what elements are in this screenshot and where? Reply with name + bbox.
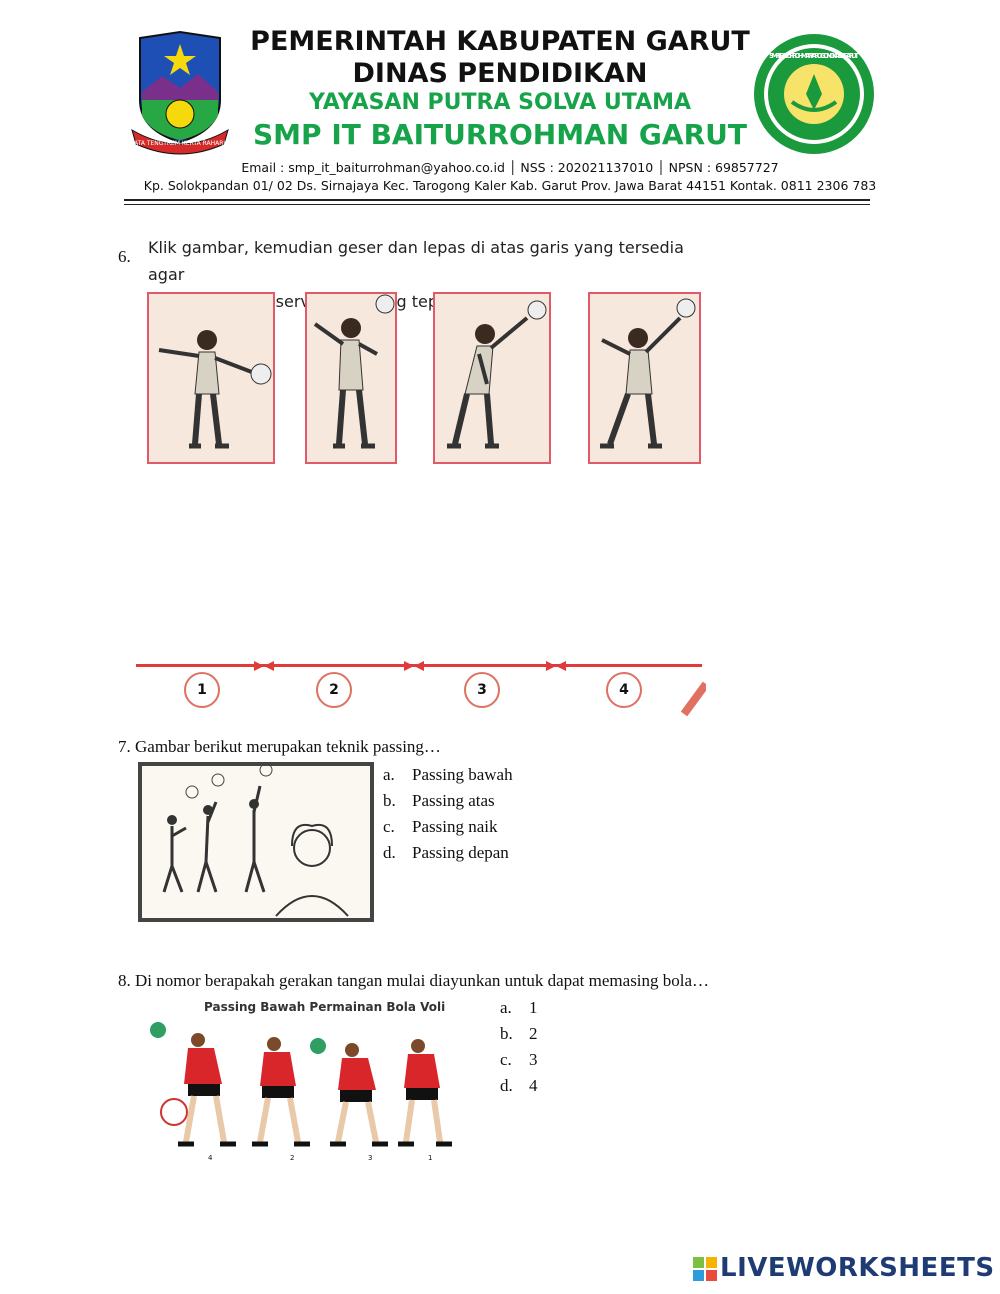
option-a[interactable]: a. 1	[500, 998, 538, 1017]
instruction-line-2: servis	[275, 292, 323, 311]
player-serve-figure	[590, 294, 699, 462]
school-logo	[752, 32, 876, 156]
image-step-label: 4	[208, 1154, 213, 1162]
option-b[interactable]: b. 2	[500, 1024, 538, 1043]
serve-step-card[interactable]	[588, 292, 701, 464]
sequence-slot-4[interactable]: 4	[606, 672, 642, 708]
question-7-text: 7. Gambar berikut merupakan teknik passing…	[118, 737, 441, 756]
question-6-number: 6.	[118, 247, 131, 266]
serve-step-card[interactable]	[433, 292, 551, 464]
svg-text:SMP IT BAITURROHMAN · TAROGONG: SMP IT BAITURROHMAN · TAROGONG KALER · GARUT	[769, 52, 859, 60]
sequence-slot-3[interactable]: 3	[464, 672, 500, 708]
liveworksheets-brand: LIVEWORKSHEETS	[720, 1253, 995, 1283]
liveworksheets-logo-icon	[693, 1257, 717, 1281]
player-serve-figure	[149, 294, 273, 462]
instruction-line-1: Klik gambar, kemudian geser dan lepas di atas garis yang tersedia agar	[148, 238, 684, 284]
header-contact-line: Email : smp_it_baiturrohman@yahoo.co.id │ NSS : 202021137010 │ NPSN : 69857727	[241, 160, 779, 175]
forearm-passing-image	[138, 994, 464, 1166]
header-line-government: PEMERINTAH KABUPATEN GARUT	[250, 26, 750, 57]
svg-text:TATA TENGTREM KERTA RAHARJA: TATA TENGTREM KERTA RAHARJA	[130, 140, 230, 147]
image-step-label: 2	[290, 1154, 295, 1162]
player-serve-figure	[435, 294, 549, 462]
option-c[interactable]: c. 3	[500, 1050, 538, 1069]
option-c[interactable]: c. Passing naik	[383, 817, 498, 836]
header-address-line: Kp. Solokpandan 01/ 02 Ds. Sirnajaya Kec. Tarogong Kaler Kab. Garut Prov. Jawa Barat 44151 Kontak. 0811 2306 783	[143, 178, 877, 193]
option-a[interactable]: a. Passing bawah	[383, 765, 513, 784]
regency-logo	[128, 30, 232, 156]
question-7-options	[383, 762, 513, 866]
image-step-label: 3	[368, 1154, 373, 1162]
option-d[interactable]: d. 4	[500, 1076, 538, 1095]
sequence-slot-1[interactable]: 1	[184, 672, 220, 708]
header-divider	[124, 199, 870, 201]
image-step-label: 1	[428, 1154, 433, 1162]
serve-step-card[interactable]	[305, 292, 397, 464]
image-title: Passing Bawah Permainan Bola Voli	[204, 1000, 446, 1014]
header-line-department: DINAS PENDIDIKAN	[352, 58, 648, 89]
question-8-text: 8. Di nomor berapakah gerakan tangan mulai diayunkan untuk dapat memasing bola…	[118, 971, 710, 990]
sequence-slot-2[interactable]: 2	[316, 672, 352, 708]
question-8-options	[500, 995, 538, 1099]
overhead-passing-image	[138, 762, 374, 922]
header-line-school: SMP IT BAITURROHMAN GARUT	[253, 118, 747, 151]
player-serve-figure	[307, 294, 395, 462]
option-d[interactable]: d. Passing depan	[383, 843, 509, 862]
option-b[interactable]: b. Passing atas	[383, 791, 495, 810]
sequence-drop-area[interactable]	[136, 630, 706, 716]
header-line-foundation: YAYASAN PUTRA SOLVA UTAMA	[308, 90, 692, 115]
serve-step-card[interactable]	[147, 292, 275, 464]
header-divider-thin	[124, 204, 870, 205]
